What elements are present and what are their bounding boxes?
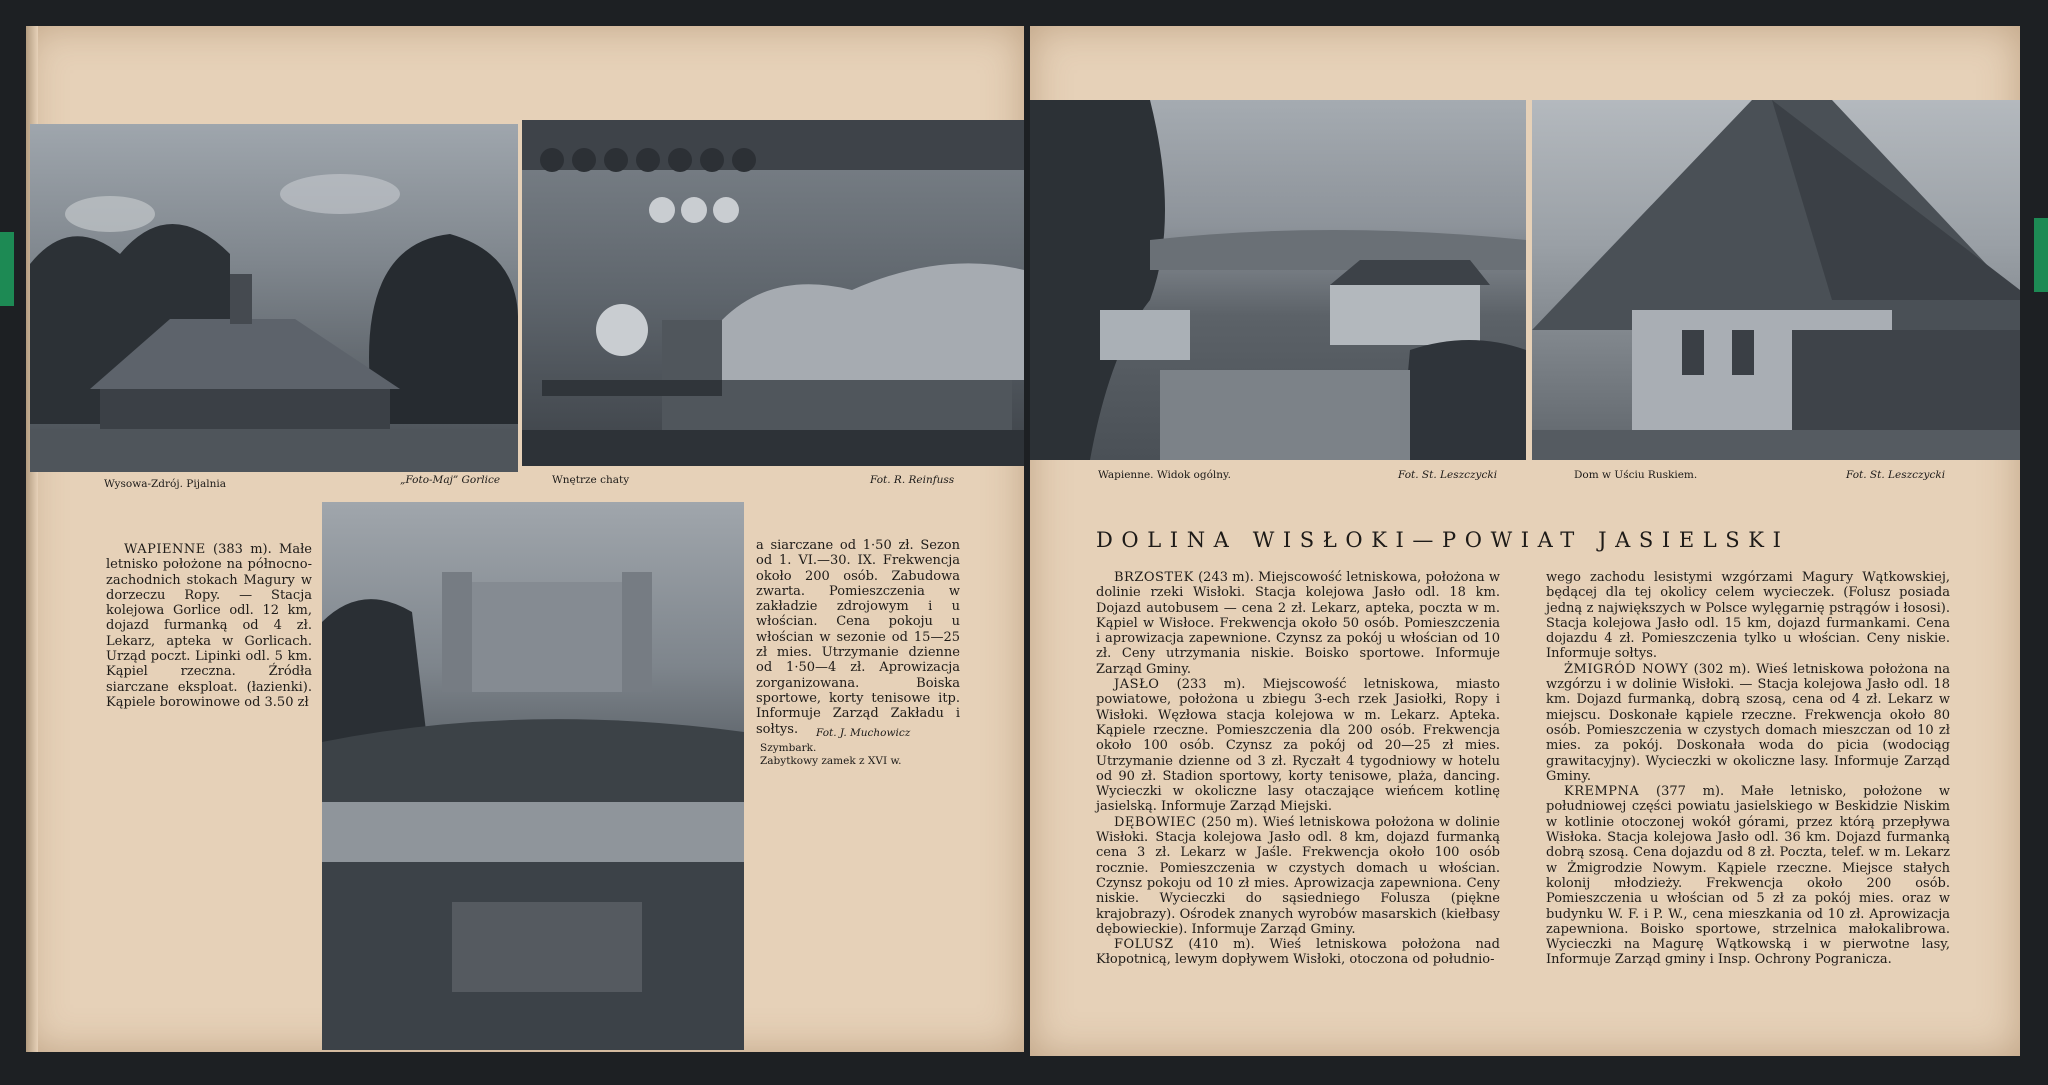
entry-krempna-body: (377 m). Małe letnisko, położone w południowej części powiatu jasielskiego w Beskidzie Niskim w kotlinie otoczonej wokół górami, przez którą przepływa Wisłoka. Stacja kolejowa Jasło odl. 36 km. Dojazd furmanką dobrą szosą. Cena dojazdu od 8 zł. Poczta, telef. w m. Lekarz w Żmigrodzie Nowym. Kąpiele rzeczne. Miejsce stałych kolonij młodzieży. Frekwencja około 200 osób. Pomieszczenia u włościan od 5 zł za pokój mies. oraz w budynku W. F. i P. W., cena mieszkania od 10 zł. Aprowizacja zapewniona. Boisko sportowe, strzelnica małokalibrowa. Wycieczki na Magurę Wątkowską i w pierwotne lasy, Informuje Zarząd gminy i Insp. Ochrony Pogranicza. xyxy=(1546,784,1950,968)
entry-zmigrod-name: ŻMIGRÓD NOWY xyxy=(1564,661,1689,677)
wapienne-continued: a siarczane od 1·50 zł. Sezon od 1. VI.—30. IX. Frekwencja około 200 osób. Zabudowa zwarta. Pomieszczenia w zakładzie zdrojowym i u włościan. Cena pokoju u włościan w sezonie od 15—25 zł mies. Utrzymanie dzienne od 1·50—4 zł. Aprowizacja zorganizowana. Boiska sportowe, korty tenisowe itp. Informuje Zarząd Zakładu i sołtys. xyxy=(756,538,960,737)
right-text-col1 xyxy=(1096,570,1500,968)
credit-wapienne: Fot. St. Leszczycki xyxy=(1398,469,1498,481)
binder-tab-left xyxy=(0,232,14,306)
entry-brzostek-body: (243 m). Miejscowość letniskowa, położona w dolinie rzeki Wisłoki. Stacja kolejowa Jasło odl. 18 km. Dojazd autobusem — cena 2 zł. Lekarz, apteka, poczta w m. Kąpiel w Wisłoce. Frekwencja około 50 osób. Pomieszczenia i aprowizacja zapewnione. Czynsz za pokój u włościan od 10 zł. Ceny utrzymania niskie. Boisko sportowe. Informuje Zarząd Gminy. xyxy=(1096,570,1500,677)
credit-szymbark: Fot. J. Muchowicz xyxy=(816,727,911,739)
section-heading: DOLINA WISŁOKI—POWIAT JASIELSKI xyxy=(1096,528,1790,552)
entry-debowiec-name: DĘBOWIEC xyxy=(1114,814,1197,830)
credit-wysowa: „Foto-Maj” Gorlice xyxy=(400,474,501,486)
credit-wnetrze: Fot. R. Reinfuss xyxy=(870,474,955,486)
wapienne-text-col2 xyxy=(756,538,960,737)
photo-wapienne-widok xyxy=(1030,100,1526,460)
caption-wysowa: Wysowa-Zdrój. Pijalnia xyxy=(104,478,226,490)
caption-szymbark-1: Szymbark. xyxy=(760,742,817,754)
wapienne-name: WAPIENNE xyxy=(124,542,206,557)
entry-debowiec-body: (250 m). Wieś letniskowa położona w dolinie Wisłoki. Stacja kolejowa Jasło odl. 8 km, dojazd furmanką cena 3 zł. Lekarz w Jaśle. Frekwencja około 100 osób rocznie. Pomieszczenia w czystych domach u włościan. Czynsz pokoju od 10 zł mies. Aprowizacja zapewniona. Ceny niskie. Wycieczki do sąsiedniego Folusza (piękne krajobrazy). Ośrodek znanych wyrobów masarskich (kiełbasy dębowieckie). Informuje Zarząd Gminy. xyxy=(1096,814,1500,937)
entry-folusz-name: FOLUSZ xyxy=(1114,937,1174,953)
binder-tab-right xyxy=(2034,218,2048,292)
photo-dom-usciu-ruskiem xyxy=(1532,100,2020,460)
photo-wysowa-pijalnia xyxy=(30,124,518,472)
caption-wnetrze: Wnętrze chaty xyxy=(552,474,630,486)
credit-dom: Fot. St. Leszczycki xyxy=(1846,469,1946,481)
photo-wnetrze-chaty xyxy=(522,120,1024,466)
photo-szymbark-zamek xyxy=(322,502,744,1050)
entry-folusz-body: (410 m). Wieś letniskowa położona nad Kłopotnicą, lewym dopływem Wisłoki, otoczona od południo- xyxy=(1096,937,1500,968)
entry-krempna-name: KREMPNA xyxy=(1564,784,1640,800)
entry-folusz-continued: wego zachodu lesistymi wzgórzami Magury Wątkowskiej, będącej dla tej okolicy celem wycieczek. (Folusz posiada jedną z największych w Polsce wylęgarnię pstrągów i łososi). Stacja kolejowa Jasło odl. 15 km, dojazd furmankami. Cena dojazdu 4 zł. Pomieszczenia tylko u włościan. Ceny niskie. Informuje sołtys. xyxy=(1546,570,1950,662)
entry-brzostek-name: BRZOSTEK xyxy=(1114,570,1194,585)
entry-zmigrod-body: (302 m). Wieś letniskowa położona na wzgórzu i w dolinie Wisłoki. — Stacja kolejowa Jasło odl. 18 km. Dojazd furmanką, dobrą szosą, cena od 4 zł. Lekarz w miejscu. Doskonałe kąpiele rzeczne. Frekwencja około 80 osób. Pomieszczenia w czystych domach mieszczan od 10 zł mies. za pokój. Doskonała woda do picia (wodociąg grawitacyjny). Wycieczki w okoliczne lasy. Informuje Zarząd Gminy. xyxy=(1546,661,1950,784)
caption-dom: Dom w Uściu Ruskiem. xyxy=(1574,469,1698,481)
wapienne-text-col1 xyxy=(106,542,312,710)
wapienne-body: (383 m). Małe letnisko położone na północno-zachodnich stokach Magury w dorzeczu Ropy. — Stacja kolejowa Gorlice odl. 12 km, dojazd furmanką od 4 zł. Lekarz, apteka w Gorlicach. Urząd poczt. Lipinki odl. 5 km. Kąpiel rzeczna. Źródła siarczane eksploat. (łazienki). Kąpiele borowinowe od 3.50 zł xyxy=(106,542,312,710)
entry-jaslo-body: (233 m). Miejscowość letniskowa, miasto powiatowe, położona u zbiegu 3-ech rzek Jasiołki, Ropy i Wisłoki. Węzłowa stacja kolejowa w m. Lekarz. Apteka. Kąpiele rzeczne. Pomieszczenia dla 200 osób. Frekwencja około 100 osób. Czynsz za pokój od 20—25 zł mies. Utrzymanie dzienne od 3 zł. Ryczałt 4 tygodniowy w hotelu od 90 zł. Stadion sportowy, korty tenisowe, plaża, dancing. Wycieczki w okoliczne lasy otaczające wieńcem kotlinę jasielską. Informuje Zarząd Miejski. xyxy=(1096,677,1500,815)
caption-wapienne: Wapienne. Widok ogólny. xyxy=(1098,469,1231,481)
caption-szymbark-2: Zabytkowy zamek z XVI w. xyxy=(760,755,902,767)
right-text-col2 xyxy=(1546,570,1950,968)
entry-jaslo-name: JASŁO xyxy=(1114,677,1160,693)
